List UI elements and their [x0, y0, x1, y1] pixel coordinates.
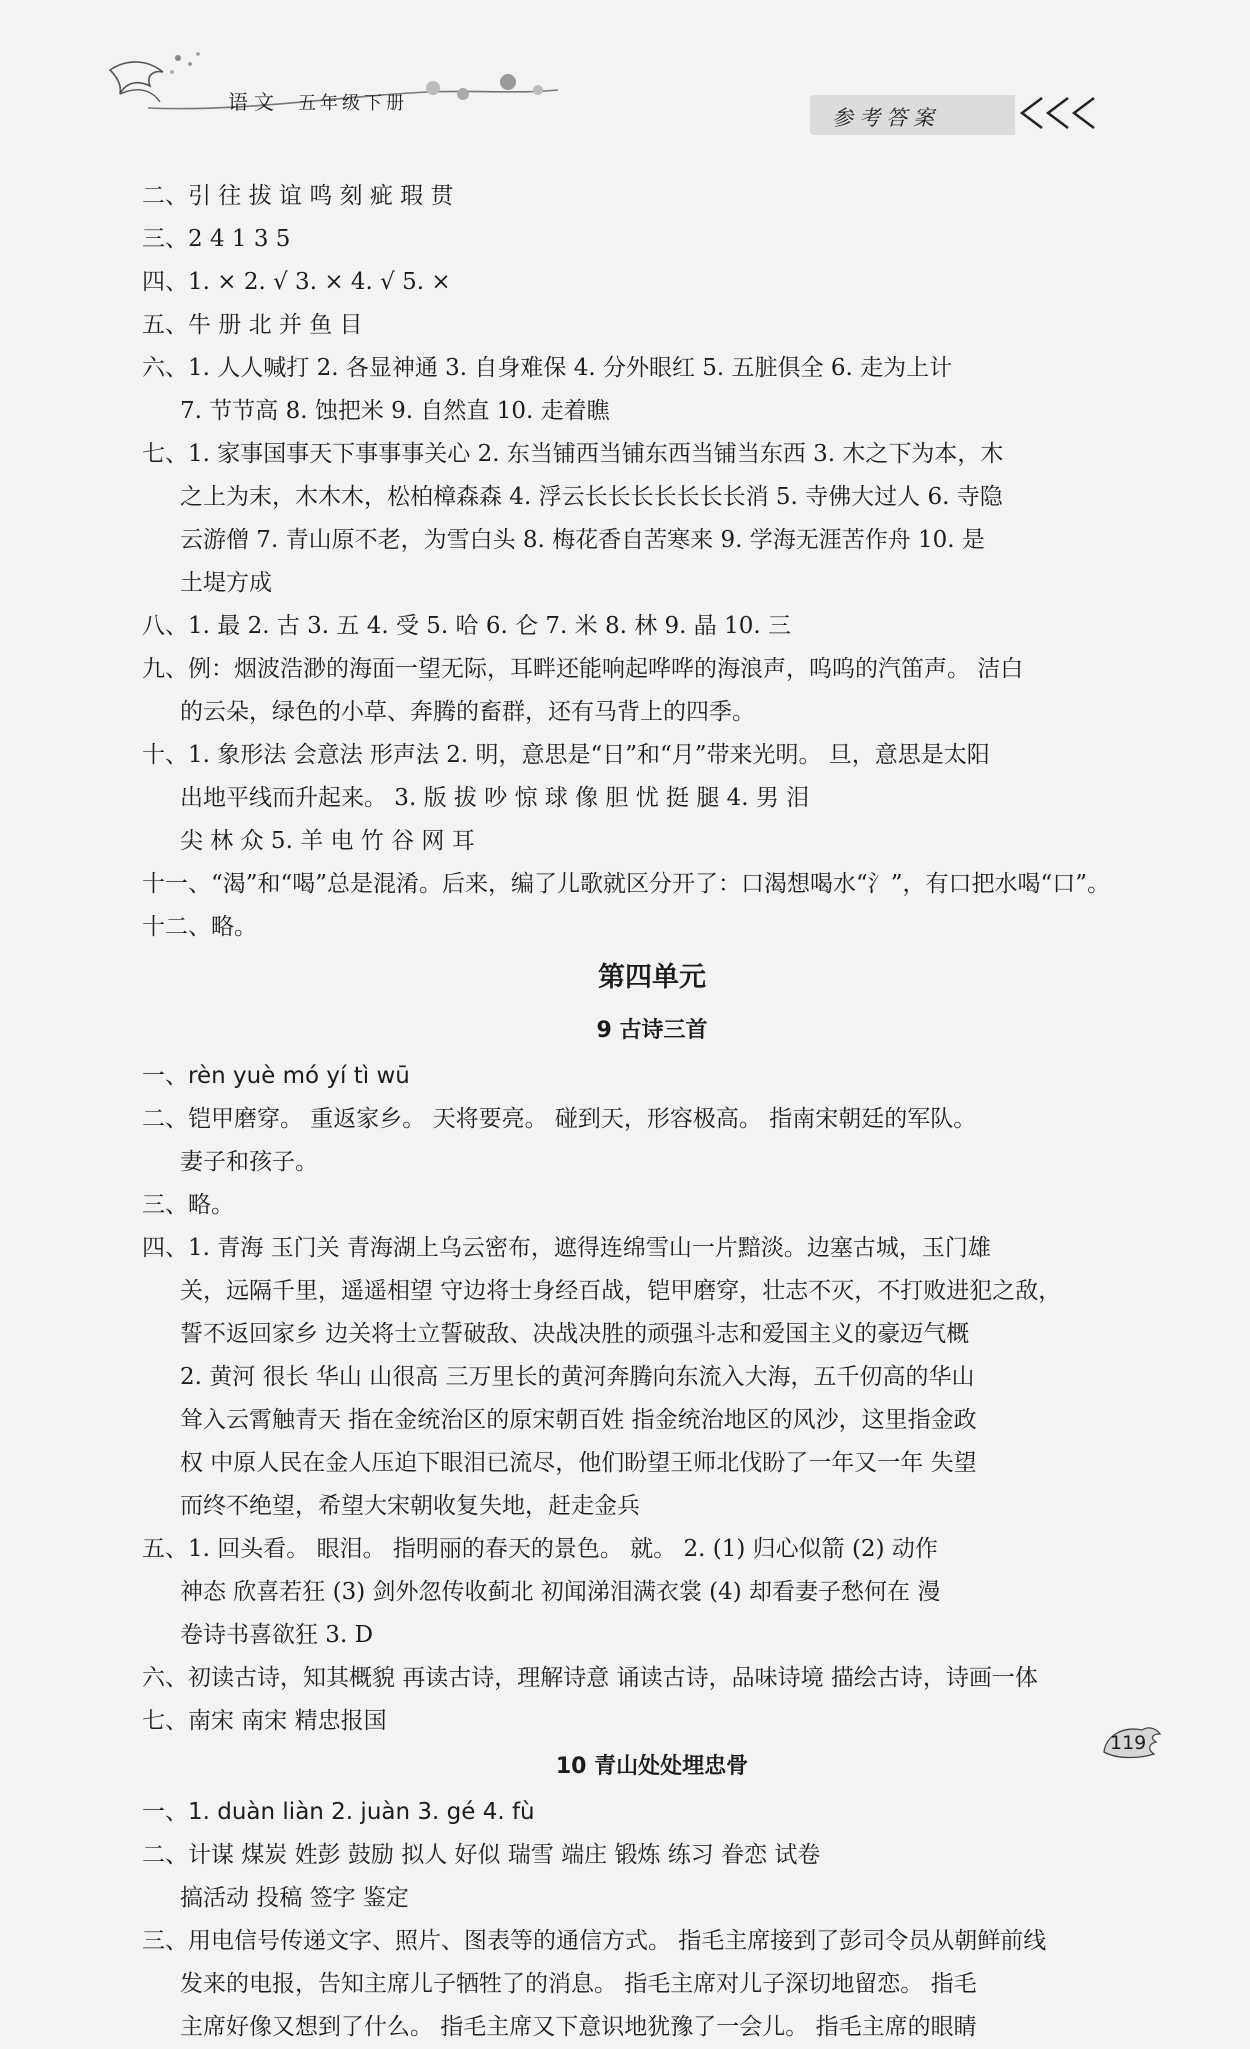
answer-line: 主席好像又想到了什么。 指毛主席又下意识地犹豫了一会儿。 指毛主席的眼睛 [180, 2014, 977, 2040]
answer-line: 七、南宋 南宋 精忠报国 [142, 1708, 387, 1734]
answer-content [142, 175, 1111, 2049]
answer-line: 四、1. 青海 玉门关 青海湖上乌云密布，遮得连绵雪山一片黯淡。边塞古城，玉门雄 [142, 1235, 991, 1261]
answer-line: 耸入云霄触青天 指在金统治区的原宋朝百姓 指金统治地区的风沙，这里指金政 [180, 1407, 977, 1433]
answer-line: 搞活动 投稿 签字 鉴定 [180, 1885, 409, 1911]
answer-line: 三、2 4 1 3 5 [142, 226, 291, 252]
answer-line: 六、初读古诗，知其概貌 再读古诗，理解诗意 诵读古诗，品味诗境 描绘古诗，诗画一体 [142, 1665, 1038, 1691]
answer-line: 五、牛 册 北 并 鱼 目 [142, 312, 363, 338]
answer-line: 十二、略。 [142, 914, 257, 940]
subject-text: 语文 [228, 90, 280, 114]
answer-line: 七、1. 家事国事天下事事事关心 2. 东当铺西当铺东西当铺当东西 3. 木之下为本，木 [142, 441, 1004, 467]
answer-line: 二、铠甲磨穿。 重返家乡。 天将要亮。 碰到天，形容极高。 指南宋朝廷的军队。 [142, 1106, 977, 1132]
answer-line: 出地平线而升起来。 3. 版 拔 吵 惊 球 像 胆 忧 挺 腿 4. 男 泪 [180, 785, 810, 811]
answer-line: 云游僧 7. 青山原不老，为雪白头 8. 梅花香自苦寒来 9. 学海无涯苦作舟 10. 是 [180, 527, 985, 553]
page-header [0, 0, 1250, 150]
answer-line: 十一、“渴”和“喝”总是混淆。后来，编了儿歌就区分开了：口渴想喝水“氵”，有口把水喝“口”。 [142, 871, 1111, 897]
lesson-title: 10 青山处处埋忠骨 [555, 1754, 749, 1779]
lesson-title: 9 古诗三首 [596, 1018, 708, 1043]
answer-line: 而终不绝望，希望大宋朝收复失地，赶走金兵 [180, 1493, 640, 1519]
answer-line: 一、1. duàn liàn 2. juàn 3. gé 4. fù [142, 1799, 535, 1825]
answer-line: 三、略。 [142, 1192, 234, 1218]
answer-line: 之上为末，木木木，松柏樟森森 4. 浮云长长长长长长长消 5. 寺佛大过人 6. 寺隐 [180, 484, 1003, 510]
answer-line: 九、例：烟波浩渺的海面一望无际，耳畔还能响起哗哗的海浪声，呜呜的汽笛声。 洁白 [142, 656, 1024, 682]
answer-line: 卷诗书喜欲狂 3. D [180, 1622, 374, 1648]
page-number: 119 [1110, 1732, 1147, 1754]
answer-line: 一、rèn yuè mó yí tì wū [142, 1063, 410, 1089]
answer-line: 二、引 往 拔 谊 鸣 刻 疵 瑕 贯 [142, 183, 454, 209]
subject-label [228, 86, 408, 115]
page-number-badge [1102, 1722, 1162, 1762]
answer-line: 二、计谋 煤炭 姓彭 鼓励 拟人 好似 瑞雪 端庄 锻炼 练习 眷恋 试卷 [142, 1842, 821, 1868]
answer-line: 妻子和孩子。 [180, 1149, 318, 1175]
answer-line: 五、1. 回头看。 眼泪。 指明丽的春天的景色。 就。 2. (1) 归心似箭 (2) 动作 [142, 1536, 938, 1562]
answer-line: 7. 节节高 8. 蚀把米 9. 自然直 10. 走着瞧 [180, 398, 610, 424]
answer-line: 土堤方成 [180, 570, 272, 596]
answer-line: 十、1. 象形法 会意法 形声法 2. 明，意思是“日”和“月”带来光明。 旦，意思是太阳 [142, 742, 990, 768]
answer-line: 权 中原人民在金人压迫下眼泪已流尽，他们盼望王师北伐盼了一年又一年 失望 [180, 1450, 977, 1476]
answer-line: 四、1. × 2. √ 3. × 4. √ 5. × [142, 269, 451, 295]
answer-line: 三、用电信号传递文字、照片、图表等的通信方式。 指毛主席接到了彭司令员从朝鲜前线 [142, 1928, 1047, 1954]
answer-line: 八、1. 最 2. 古 3. 五 4. 受 5. 哈 6. 仑 7. 米 8. 林 9. 晶 10. 三 [142, 613, 791, 639]
answer-line: 六、1. 人人喊打 2. 各显神通 3. 自身难保 4. 分外眼红 5. 五脏俱全 6. 走为上计 [142, 355, 953, 381]
grade-text: 五年级下册 [298, 93, 408, 114]
answer-line: 神态 欣喜若狂 (3) 剑外忽传收蓟北 初闻涕泪满衣裳 (4) 却看妻子愁何在 漫 [180, 1579, 941, 1605]
answer-line: 的云朵，绿色的小草、奔腾的畜群，还有马背上的四季。 [180, 699, 755, 725]
answer-line: 尖 林 众 5. 羊 电 竹 谷 网 耳 [180, 828, 475, 854]
answer-key-label: 参考答案 [832, 106, 940, 130]
unit-title: 第四单元 [598, 962, 706, 993]
answer-key-tab [810, 95, 1015, 135]
answer-line: 发来的电报，告知主席儿子牺牲了的消息。 指毛主席对儿子深切地留恋。 指毛 [180, 1971, 977, 1997]
answer-line: 2. 黄河 很长 华山 山很高 三万里长的黄河奔腾向东流入大海，五千仞高的华山 [180, 1364, 975, 1390]
chevron-left-icon [1010, 88, 1110, 138]
answer-line: 誓不返回家乡 边关将士立誓破敌、决战决胜的顽强斗志和爱国主义的豪迈气概 [180, 1321, 970, 1347]
answer-line: 关，远隔千里，遥遥相望 守边将士身经百战，铠甲磨穿，壮志不灭，不打败进犯之敌， [180, 1278, 1062, 1304]
